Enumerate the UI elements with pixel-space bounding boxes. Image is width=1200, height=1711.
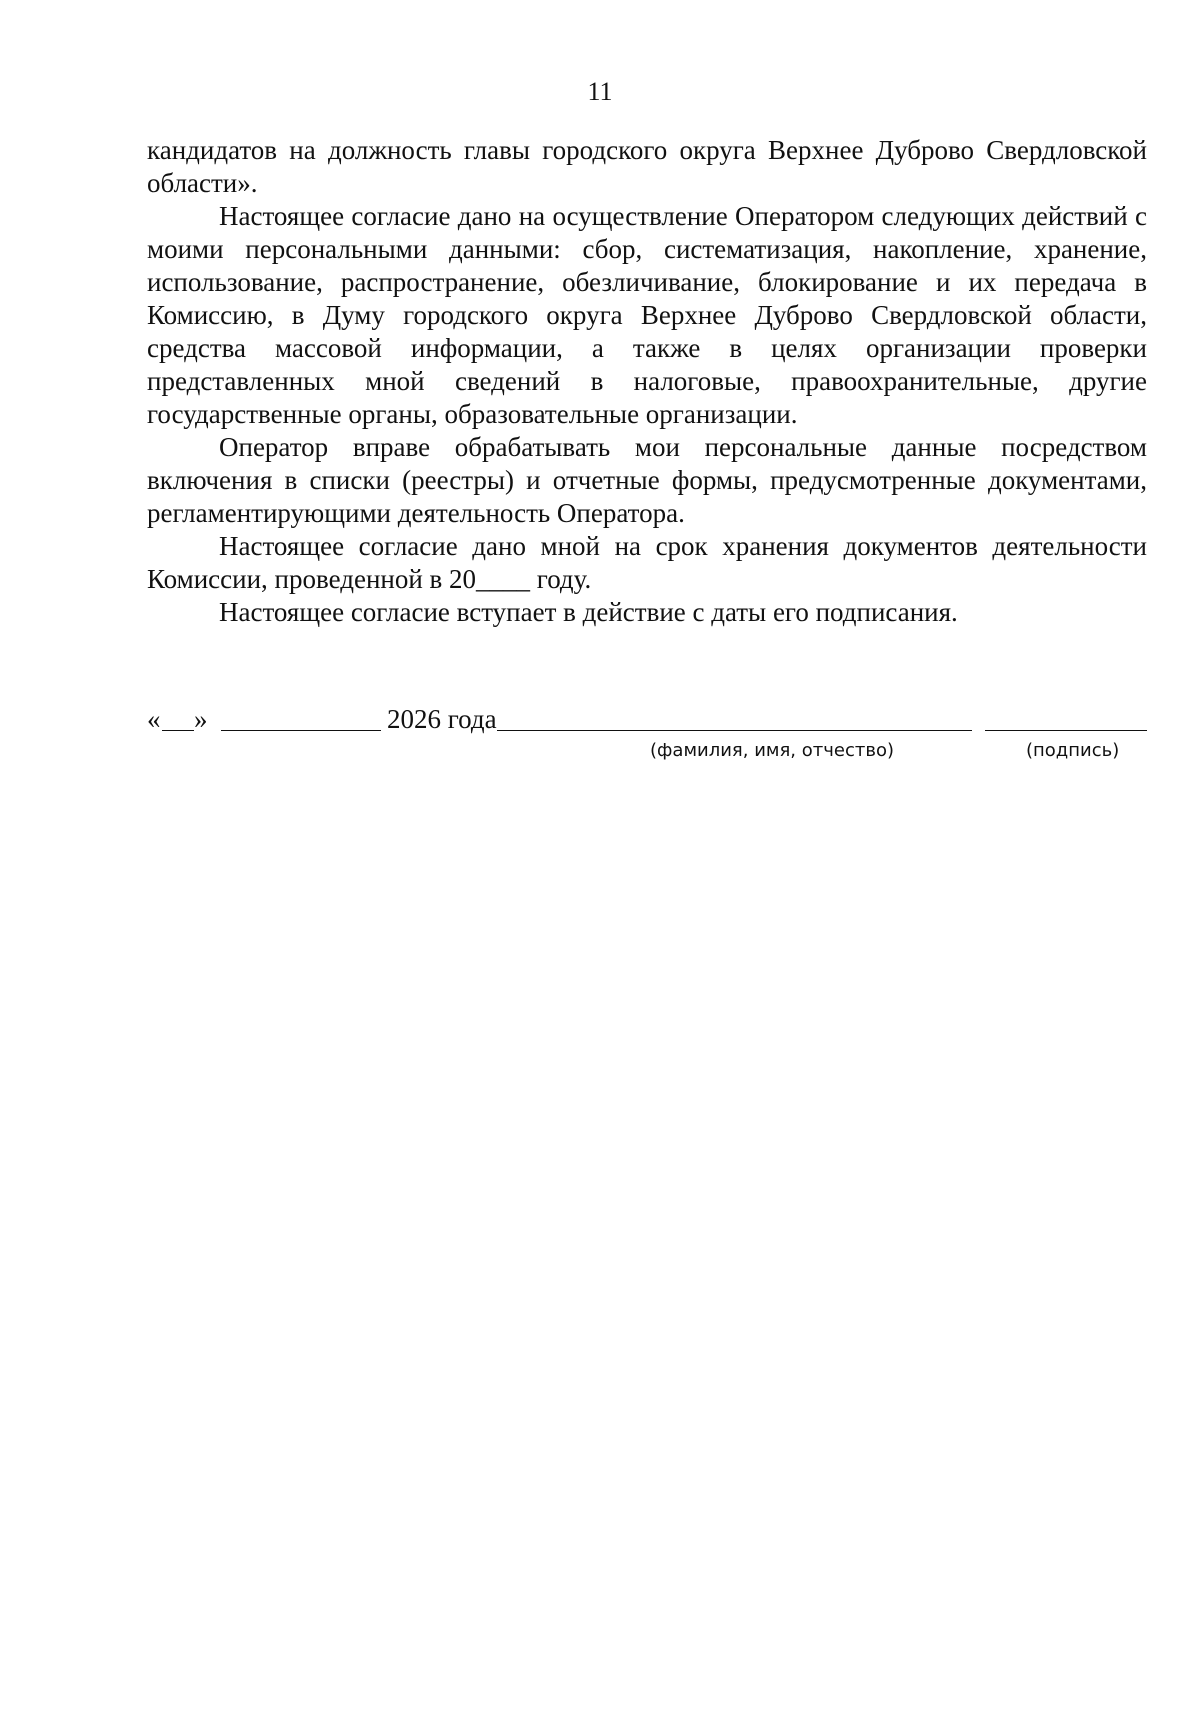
full-name-blank (497, 730, 972, 731)
paragraph-continuation: кандидатов на должность главы городского округа Верхнее Дуброво Свердловской области». (147, 135, 1147, 198)
quote-close: » (194, 704, 208, 734)
full-name-caption: (фамилия, имя, отчество) (650, 740, 894, 761)
paragraph-effective-date: Настоящее согласие вступает в действие с даты его подписания. (219, 597, 958, 627)
paragraph-operator-rights: Оператор вправе обрабатывать мои персональные данные посредством включения в списки (реестры) и отчетные формы, предусмотренные документами, регламентирующими деятельность Оператора. (147, 432, 1147, 528)
signature-blank (985, 730, 1147, 731)
consent-body (147, 134, 1147, 629)
day-blank (162, 730, 194, 731)
signature-line (147, 701, 1147, 737)
paragraph-consent-term: Настоящее согласие дано мной на срок хранения документов деятельности Комиссии, проведенной в 20____ году. (147, 531, 1147, 594)
year-label: 2026 года (387, 704, 497, 734)
paragraph-consent-actions: Настоящее согласие дано на осуществление Оператором следующих действий с моими персональными данными: сбор, систематизация, накопление, хранение, использование, распространение, обезличивание, блокирование и их передача в Комиссию, в Думу городского округа Верхнее Дуброво Свердловской области, средства массовой информации, а также в целях организации проверки представленных мной сведений в налоговые, правоохранительные, другие государственные органы, образовательные организации. (147, 201, 1147, 429)
quote-open: « (147, 704, 161, 734)
signature-caption: (подпись) (1026, 740, 1120, 761)
month-blank (221, 730, 381, 731)
page-number: 11 (587, 77, 613, 106)
